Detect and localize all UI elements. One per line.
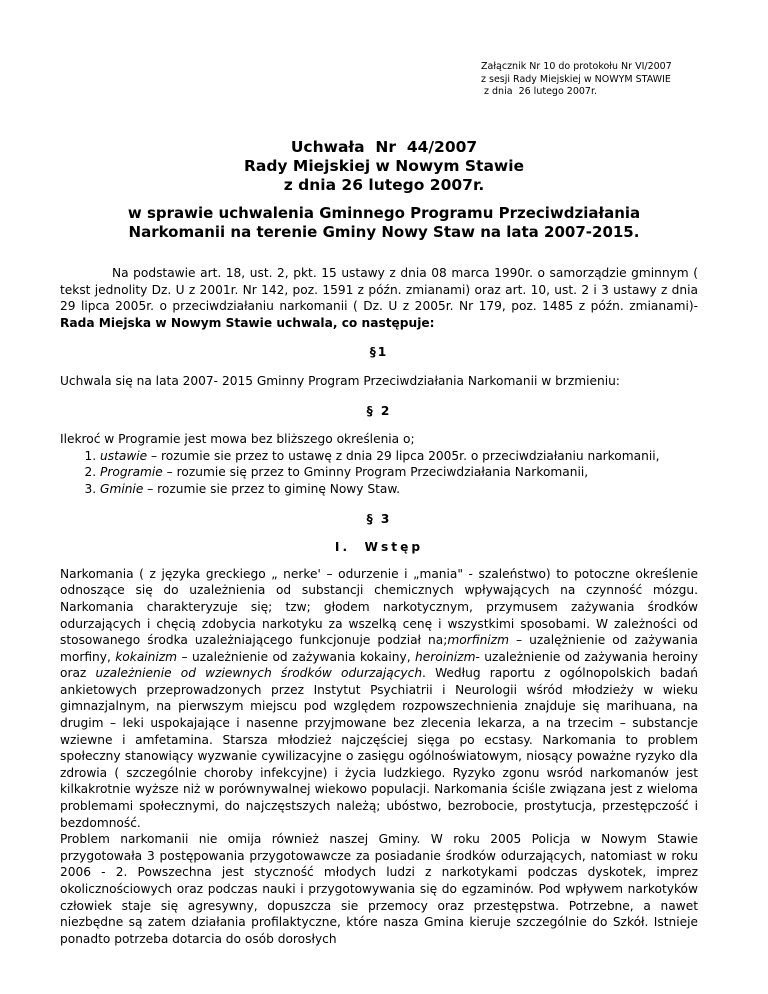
title-line-3: z dnia 26 lutego 2007r. (283, 176, 485, 194)
def-term-3: Gminie (100, 481, 144, 496)
section-1-text: Uchwala się na lata 2007- 2015 Gminny Program Przeciwdziałania Narkomanii w brzmieniu: (60, 373, 620, 388)
preamble (60, 265, 698, 331)
section-2-heading: § 2 (366, 403, 392, 418)
preamble-text: Na podstawie art. 18, ust. 2, pkt. 15 ustawy z dnia 08 marca 1990r. o samorządzie gminnym ( tekst jednolity Dz. U z 2001r. Nr 142, poz. 1591 z późn. zmianami) oraz art. 10, ust. 2 i 3 ustawy z dnia 29 lipca 2005r. o przeciwdziałaniu narkomanii ( Dz. U z 2005r. Nr 179, poz. 1485 z późn. zmianami)- (60, 266, 698, 314)
list-item (100, 464, 698, 481)
def-term-1: ustawie (100, 448, 148, 463)
intro-term-heroinizm: heroinizm (414, 649, 476, 664)
annex-line-1: Załącznik Nr 10 do protokołu Nr VI/2007 (481, 61, 672, 72)
resolution-title (0, 138, 768, 195)
def-text-2: – rozumie się przez to Gminny Program Przeciwdziałania Narkomanii, (162, 465, 589, 480)
intro-heading: I. Wstęp (334, 540, 424, 555)
title-line-2: Rady Miejskiej w Nowym Stawie (243, 157, 525, 175)
def-text-3: – rozumie sie przez to giminę Nowy Staw. (143, 481, 401, 496)
intro-text-5: . Według raportu z ogólnopolskich badań ankietowych przeprowadzonych przez Instytut Psychiatrii i Neurologii wśród młodzieży w wieku gimnazjalnym, na pierwszym miejscu pod względem rozpowszechnienia znajduje się marihuana, na drugim – leki uspokajające i nasenne przyjmowane bez zlecenia lekarza, a na trzecim – substancje wziewne i amfetamina. Starsza młodzież najczęściej sięga po ecstasy. Narkomania to problem społeczny stanowiący wyzwanie cywilizacyjne o zasięgu ogólnoświatowym, niosący poważne ryzyko dla zdrowia ( szczególnie choroby infekcyjne) i życia ludzkiego. Ryzyko zgonu wsród narkomanów jest kilkakrotnie wyższe niż w porównywalnej wiekowo populacji. Narkomania ściśle związana jest z wieloma problemami społecznymi, do najczęstszych należą; ubóstwo, bezrobocie, prostytucja, przestępczość i bezdomność. (60, 666, 698, 830)
intro-term-kokainizm: kokainizm (115, 649, 178, 664)
intro-term-morfinizm: morfinizm (447, 633, 509, 648)
subject-line-1: w sprawie uchwalenia Gminnego Programu Przeciwdziałania (127, 204, 641, 222)
subject-line-2: Narkomanii na terenie Gminy Nowy Staw na lata 2007-2015. (128, 223, 640, 241)
resolution-subject (0, 204, 768, 242)
annex-line-3: z dnia 26 lutego 2007r. (481, 86, 598, 97)
intro-paragraph-2: Problem narkomanii nie omija również naszej Gminy. W roku 2005 Policja w Nowym Stawie przygotowała 3 postępowania przygotowawcze za posiadanie środków odurzających, natomiast w roku 2006 - 2. Powszechna jest styczność młodych ludzi z narkotykami podczas dyskotek, imprez okolicznościowych oraz podczas nauki i przygotowywania się do egzaminów. Pod wpływem narkotyków człowiek staje się agresywny, dopuszcza sie przemocy oraz przestępstwa. Potrzebne, a nawet niezbędne są zatem działania profilaktyczne, które nasza Gmina kieruje szczególnie do Szkół. Istnieje ponadto potrzeba dotarcia do osób dorosłych (60, 832, 698, 946)
intro-text-4: - uzależnienie od zażywania heroiny oraz (60, 649, 699, 681)
list-item (100, 481, 698, 498)
list-item (100, 448, 698, 465)
section-2-intro: Ilekroć w Programie jest mowa bez bliższego określenia o; (60, 432, 415, 447)
section-1-heading: §1 (369, 345, 389, 360)
annex-line-2: z sesji Rady Miejskiej w NOWYM STAWIE (481, 73, 671, 85)
intro-paragraph-1 (60, 566, 698, 832)
def-text-1: – rozumie sie przez to ustawę z dnia 29 lipca 2005r. o przeciwdziałaniu narkomanii, (147, 448, 660, 463)
intro-text-3: – uzależnienie od zażywania kokainy, (177, 649, 415, 664)
definitions-list (60, 448, 698, 498)
intro-term-wziewne: uzależnienie od wziewnych środków odurzających (95, 666, 423, 681)
section-3-heading: § 3 (366, 511, 392, 526)
intro-text-1: Narkomania ( z języka greckiego „ nerke' – odurzenie i „mania" - szaleństwo) to potoczne określenie odnoszące się do uzależnienia od substancji chemicznych wpływających na czynność mózgu. Narkomania charakteryzuje się; tzw; głodem narkotycznym, przymusem zażywania środków odurzających i chęcią zdobycia narkotyku za wszelką cenę i wszystkimi sposobami. W zależności od stosowanego środka uzależniającego funkcjonuje podział na; (60, 566, 698, 648)
document-body (60, 265, 698, 947)
title-line-1: Uchwała Nr 44/2007 (290, 138, 478, 156)
preamble-bold: Rada Miejska w Nowym Stawie uchwala, co następuje: (60, 315, 435, 330)
annex-note (481, 61, 672, 99)
def-term-2: Programie (100, 465, 163, 480)
intro-text-2: – uzalężnienie od zażywania morfiny, (60, 633, 698, 664)
